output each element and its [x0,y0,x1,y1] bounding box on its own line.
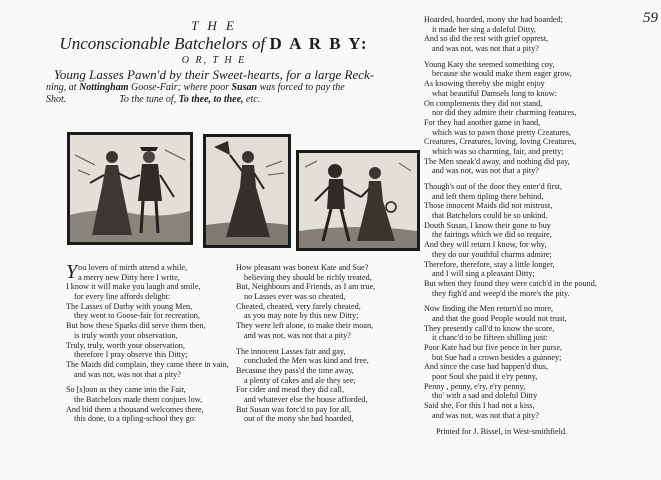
verse-line [424,118,597,128]
verse-line-text: Poor Kate had but five pence in her purse, [424,343,563,352]
verse-line-text: a merry new Ditty here I write, [78,272,180,282]
verse-line-text: Douth Susan, I know their gone to buy [424,220,551,230]
verse-line [424,324,597,334]
verse-line-text: they figh'd and weep'd the more's the pity. [432,288,570,298]
woodcut-couple-walking [67,132,193,245]
verse-column-3 [424,15,597,436]
verse-line-text: it chanc'd to be fifteen shilling just: [432,333,548,343]
verse-line [236,347,375,357]
title-block [10,18,418,106]
verse-line-text: Hoarded, hoarded, mony she had hoarded; [424,15,563,24]
verse-line [236,331,375,341]
subtitle-2c: Goose-Fair; where poor [131,82,229,93]
verse-line [424,89,597,99]
verse-line-text: and that the good People would not trust, [432,313,567,323]
subtitle-line-2 [10,82,418,94]
verse-line [424,279,597,289]
verse-line-text: for every line affords delight: [74,292,171,302]
verse-line [66,405,229,415]
verse-line-text: But when they found they were catch'd in the pound, [424,278,597,288]
verse-line [236,395,375,405]
subtitle-line-3 [10,94,418,106]
verse-line [424,157,597,167]
verse-line-text: Young Katy she seemed something coy, [424,59,555,69]
verse-line-text: the fairings which we did so require, [432,230,552,240]
verse-line [424,343,597,353]
verse-line [424,211,597,221]
verse-line [236,356,375,366]
verse-line-text: Creatures, Creatures, loving, loving Creatures, [424,137,577,147]
subtitle-3b: To the tune of, [119,94,177,105]
woodcut-pair-icon [299,153,417,248]
verse-line-text: as you may note by this new Ditty; [244,311,359,321]
verse-line-text: But Susan was forc'd to pay for all, [236,404,352,414]
subtitle-2b: Nottingham [79,82,129,93]
verse-line [236,263,375,273]
main-title-text: Unconscionable Batchelors of [59,34,266,53]
woodcut-lady-with-fan [203,134,291,248]
verse-line [424,401,597,411]
verse-line-text: And since the case had happen'd thus, [424,362,549,372]
verse-line [236,366,375,376]
verse-line [66,282,229,292]
verse-line [424,411,597,421]
verse-line-text: and I will sing a pleasant Ditty; [432,269,535,279]
subtitle-line-1: Young Lasses Pawn'd by their Sweet-hearts, for a large Reck- [53,67,375,82]
verse-line [66,385,229,395]
verse-line [66,331,229,341]
verse-line [236,292,375,302]
verse-line-text: How pleasant was bonest Kate and Sue? [236,263,369,272]
title-the: T H E [191,18,237,33]
subtitle-2a: ning, at [46,82,77,93]
verse-line-text: and was not, was not that a pity? [244,330,351,340]
printer-imprint: Printed for J. Bissel, in West-smithfield. [436,426,568,436]
verse-line [66,395,229,405]
verse-line [424,128,597,138]
verse-line [424,201,597,211]
verse-line [424,44,597,54]
drop-cap: Y [66,261,78,283]
verse-line [236,376,375,386]
subtitle-3c: To thee, to thee, [178,94,244,105]
verse-line-text: Cheated, cheated, very farely cheated, [236,301,361,311]
verse-line-text: is truly worth your observation, [74,330,178,340]
woodcut-gentleman-and-lady [296,150,420,251]
verse-line-text: concluded the Men was kind and free, [244,356,369,366]
verse-line-text: Becasuse they pass'd the time away, [236,365,354,375]
verse-line [424,230,597,240]
verse-line [424,137,597,147]
verse-line [66,273,229,283]
verse-line [424,289,597,299]
verse-line [66,414,229,424]
verse-line-text: because she would make them eager grow, [432,69,572,79]
verse-line-text: it made her sing a doleful Ditty, [432,24,536,34]
woodcut-lady-icon [206,137,288,245]
verse-line [66,311,229,321]
subtitle-2e: was forced to pay the [259,82,345,93]
verse-line [424,314,597,324]
verse-line [424,304,597,314]
verse-line-text: which was so charming, fair, and pretty; [432,146,564,156]
verse-line-text: And bid them a thousand welcomes there, [66,404,204,414]
verse-line-text: that Batchelors could be so unkind. [432,211,548,221]
main-title-place: D A R B Y: [269,34,369,53]
verse-line [424,79,597,89]
verse-line [424,15,597,25]
verse-line [236,414,375,424]
verse-line-text: what beautiful Damsels long to know: [432,88,557,98]
verse-line [424,25,597,35]
verse-line-text: and left them tipling there behind, [432,191,544,201]
verse-line [66,341,229,351]
verse-line-text: They presently call'd to know the score, [424,323,555,333]
folio-number: 59 [643,10,658,26]
verse-line [424,260,597,270]
verse-line [424,34,597,44]
verse-line-text: The Maids did complain, they came there in vain, [66,359,229,369]
verse-line-text: and was not, was not that a pity? [432,410,539,420]
verse-line-text: I know it will make you laugh and smile, [66,282,201,292]
verse-line [424,221,597,231]
verse-line [424,147,597,157]
woodcut-couple-icon [70,135,190,242]
verse-column-2 [236,263,375,424]
verse-line-text: but Sue had a crown besides a guinney; [432,352,562,362]
verse-line [236,385,375,395]
verse-line [236,321,375,331]
verse-line [424,192,597,202]
verse-line [424,353,597,363]
verse-line [236,273,375,283]
verse-line [424,240,597,250]
verse-line-text: poor Soul she paid it e'ry penny, [432,372,538,382]
verse-line-text: and was not, was not that a pity? [432,166,539,176]
verse-line-text: out of the mony she had hoarded, [244,414,354,424]
verse-line [66,302,229,312]
verse-line-text: So [s]oon as they came into the Fair, [66,385,186,395]
verse-line-text: Though's out of the door they enter'd first, [424,182,563,191]
verse-line [424,372,597,382]
verse-line-text: For they had another game in hand, [424,117,541,127]
verse-line-text: For cider and mead they did call, [236,385,344,395]
verse-line [66,350,229,360]
verse-line [424,182,597,192]
verse-line [424,362,597,372]
verse-line-text: They were left alone, to make their moan, [236,321,374,331]
verse-line [66,292,229,302]
verse-line [424,108,597,118]
verse-line-text: Penny , penny, e'ry, e'ry penny, [424,381,526,391]
verse-line-text: no Lasses ever was so cheated, [244,292,346,302]
verse-line-text: and was not, was not that a pity? [74,369,181,379]
verse-line [236,311,375,321]
verse-line-text: a plenty of cakes and ale they see; [244,375,356,385]
verse-line-text: Those innocent Maids did not mistrust, [424,201,553,211]
verse-line [424,269,597,279]
verse-line [424,333,597,343]
verse-column-1 [66,263,229,424]
verse-line [424,391,597,401]
verse-line-text: Now finding the Men return'd no more, [424,304,554,314]
verse-line [424,99,597,109]
verse-line-text: The innocent Lasses fair and gay, [236,346,346,356]
verse-line-text: and was not, was not that a pity? [432,44,539,54]
verse-line-text: But how these Sparks did serve them then, [66,321,206,331]
subtitle-3d: etc. [246,94,261,105]
verse-line-text: therefore I pray observe this Ditty; [74,350,188,360]
verse-line-text: they do our youthful charms admire; [432,249,552,259]
verse-line-text: tho' with a sad and doleful Ditty [432,391,538,401]
verse-line-text: The Lasses of Darby with young Men, [66,301,193,311]
verse-line-text: The Men sneak'd away, and nothing did pay, [424,156,570,166]
verse-line-text: Said she, For this I had not a kiss, [424,401,535,411]
verse-line-text: nor did they admire their charming features, [432,108,577,118]
verse-line-text: But, Neighbours and Friends, as I am true, [236,282,376,292]
verse-line [424,69,597,79]
verse-line-text: Therefore, therefore, stay a little longer, [424,259,555,269]
verse-line-text: they went to Goose-fair for recreation, [74,311,200,321]
verse-line [236,405,375,415]
verse-line-text: ou lovers of mirth attend a while, [78,263,188,272]
verse-line-text: believing they should be richly treated, [244,272,372,282]
verse-line-text: this done, to a tipling-school they go: [74,414,197,424]
verse-line-text: And they will return I know, for why, [424,240,547,250]
verse-line-text: As knowing thereby she might enjoy [424,79,545,89]
verse-line [424,60,597,70]
verse-line [66,370,229,380]
verse-line [236,282,375,292]
title-or: O R, T H E [181,55,247,66]
main-title [10,34,418,54]
subtitle-3a: Shot. [46,94,67,105]
verse-line [66,321,229,331]
verse-line [424,382,597,392]
verse-line-text: Truly, truly, worth your observation, [66,340,185,350]
verse-line [66,360,229,370]
verse-line [236,302,375,312]
verse-line-text: On complements they did not stand, [424,98,543,108]
verse-line-text: the Batchelors made them conjues low, [74,394,203,404]
verse-line-text: which was to pawn those pretty Creatures, [432,127,571,137]
verse-line [424,250,597,260]
verse-line [424,166,597,176]
verse-line-text: and whatever else the house afforded, [244,394,368,404]
verse-line-text: And so did the rest with grief opprest, [424,34,549,44]
subtitle-2d: Susan [231,82,258,93]
